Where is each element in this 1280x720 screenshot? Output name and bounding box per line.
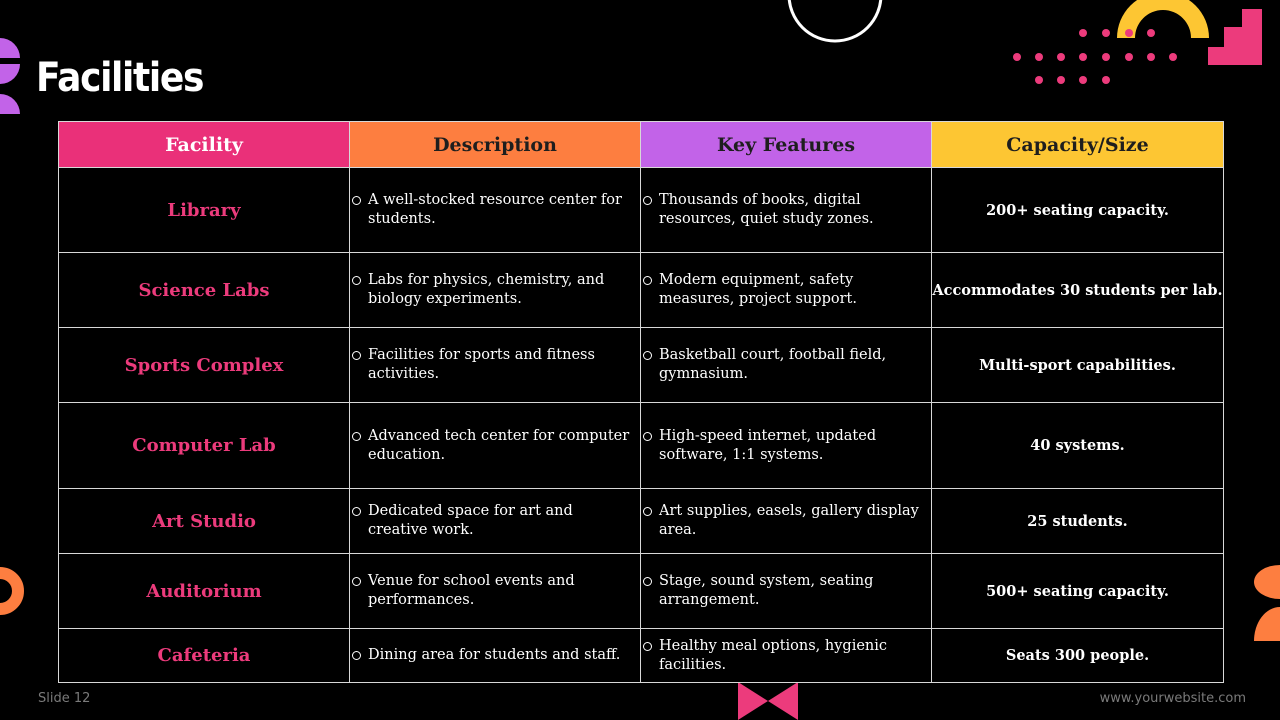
website-url: www.yourwebsite.com (1099, 691, 1246, 706)
description-cell (350, 403, 641, 489)
table-row (59, 328, 1224, 403)
header-description: Description (350, 122, 641, 168)
description-cell (350, 554, 641, 629)
bullet-circle-icon (352, 577, 361, 586)
bullet-circle-icon (352, 507, 361, 516)
features-text: Art supplies, easels, gallery display area. (659, 503, 919, 538)
description-text: Venue for school events and performances. (368, 573, 575, 608)
header-facility: Facility (59, 122, 350, 168)
facility-name: Library (59, 168, 350, 253)
description-cell (350, 168, 641, 253)
features-text: Modern equipment, safety measures, project support. (659, 272, 857, 307)
description-cell (350, 253, 641, 328)
capacity-cell: Accommodates 30 students per lab. (932, 253, 1224, 328)
description-text: Dedicated space for art and creative work. (368, 503, 573, 538)
capacity-cell: Seats 300 people. (932, 629, 1224, 683)
header-capacity-size: Capacity/Size (932, 122, 1224, 168)
table-row (59, 554, 1224, 629)
table-row (59, 489, 1224, 554)
capacity-cell: 200+ seating capacity. (932, 168, 1224, 253)
header-key-features: Key Features (641, 122, 932, 168)
bullet-circle-icon (352, 432, 361, 441)
bullet-circle-icon (352, 196, 361, 205)
facility-name: Computer Lab (59, 403, 350, 489)
bullet-circle-icon (352, 651, 361, 660)
capacity-cell: 25 students. (932, 489, 1224, 554)
page-title: Facilities (36, 55, 204, 101)
features-text: Thousands of books, digital resources, quiet study zones. (659, 192, 874, 227)
capacity-cell: Multi-sport capabilities. (932, 328, 1224, 403)
bullet-circle-icon (352, 276, 361, 285)
description-cell (350, 328, 641, 403)
description-text: Labs for physics, chemistry, and biology experiments. (368, 272, 605, 307)
description-cell (350, 629, 641, 683)
facility-name: Science Labs (59, 253, 350, 328)
slide-number: Slide 12 (38, 691, 91, 706)
bullet-circle-icon (643, 276, 652, 285)
decor-bottom-pink-bowtie (738, 682, 798, 720)
bullet-circle-icon (643, 507, 652, 516)
facility-name: Sports Complex (59, 328, 350, 403)
bullet-circle-icon (643, 432, 652, 441)
facility-name: Cafeteria (59, 629, 350, 683)
table-row (59, 253, 1224, 328)
decor-left-orange-ring (0, 565, 26, 617)
facilities-table (58, 121, 1224, 683)
description-text: Dining area for students and staff. (368, 647, 621, 663)
description-cell (350, 489, 641, 554)
features-cell (641, 629, 932, 683)
description-text: A well-stocked resource center for students. (368, 192, 622, 227)
features-cell (641, 253, 932, 328)
capacity-cell: 500+ seating capacity. (932, 554, 1224, 629)
bullet-circle-icon (643, 642, 652, 651)
features-text: High-speed internet, updated software, 1:1 systems. (659, 427, 877, 463)
features-text: Basketball court, football field, gymnasium. (659, 347, 887, 382)
bullet-circle-icon (352, 351, 361, 360)
decor-left-purple-semicircles (0, 38, 22, 116)
table-row (59, 403, 1224, 489)
description-text: Facilities for sports and fitness activities. (368, 347, 595, 382)
features-cell (641, 168, 932, 253)
features-cell (641, 554, 932, 629)
decor-top-right-cluster (1005, 0, 1280, 90)
description-text: Advanced tech center for computer education. (368, 427, 630, 463)
features-text: Stage, sound system, seating arrangement. (659, 573, 874, 608)
features-cell (641, 403, 932, 489)
facility-name: Auditorium (59, 554, 350, 629)
features-cell (641, 489, 932, 554)
table-row (59, 168, 1224, 253)
features-text: Healthy meal options, hygienic facilities. (659, 637, 888, 673)
bullet-circle-icon (643, 577, 652, 586)
capacity-cell: 40 systems. (932, 403, 1224, 489)
facility-name: Art Studio (59, 489, 350, 554)
features-cell (641, 328, 932, 403)
bullet-circle-icon (643, 351, 652, 360)
table-header-row (59, 122, 1224, 168)
table-row (59, 629, 1224, 683)
decor-white-ring (784, 0, 888, 48)
decor-right-orange-semicircles (1252, 565, 1280, 643)
bullet-circle-icon (643, 196, 652, 205)
